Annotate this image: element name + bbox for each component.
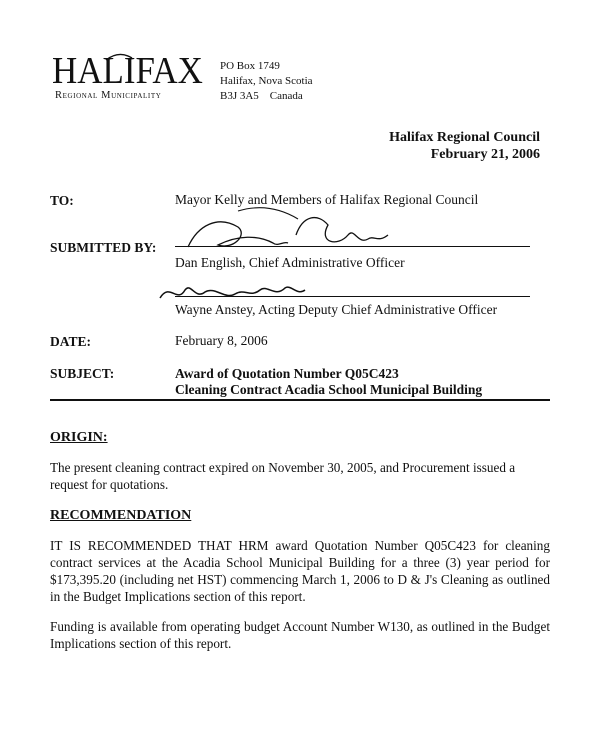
to-label: TO: [50, 193, 74, 208]
signature-dan-english [178, 205, 408, 257]
signature-line-1 [175, 246, 530, 247]
submitted-by-label: SUBMITTED BY: [50, 240, 157, 255]
council-heading: Halifax Regional Council [389, 130, 540, 145]
header-divider [50, 399, 550, 401]
origin-heading: ORIGIN: [50, 430, 108, 445]
date-label: DATE: [50, 334, 92, 349]
to-value: Mayor Kelly and Members of Halifax Regional Council [175, 192, 479, 207]
address-line-3: B3J 3A5 Canada [220, 90, 303, 102]
submitter-1: Dan English, Chief Administrative Officer [175, 255, 405, 270]
address-line-1: PO Box 1749 [220, 60, 280, 72]
report-date: February 21, 2006 [430, 147, 540, 162]
origin-text: The present cleaning contract expired on November 30, 2005, and Procurement issued a request for quotations. [50, 460, 516, 492]
subject-line-1: Award of Quotation Number Q05C423 [175, 366, 399, 381]
subject-label: SUBJECT: [50, 366, 115, 381]
subject-line-2: Cleaning Contract Acadia School Municipal Building [175, 382, 483, 397]
signature-line-2 [175, 296, 530, 297]
logo-wordmark: HALIFAX [52, 50, 203, 92]
logo-flourish-icon [104, 52, 134, 62]
address-line-2: Halifax, Nova Scotia [220, 75, 313, 87]
submitter-2: Wayne Anstey, Acting Deputy Chief Administrative Officer [175, 302, 498, 317]
recommendation-heading: RECOMMENDATION [50, 508, 192, 523]
recommendation-paragraph-2: Funding is available from operating budget Account Number W130, as outlined in the Budget Implications section of this report. [50, 619, 550, 651]
logo-subtitle: Regional Municipality [55, 90, 162, 101]
date-value: February 8, 2006 [175, 333, 268, 348]
recommendation-paragraph-1: IT IS RECOMMENDED THAT HRM award Quotation Number Q05C423 for cleaning contract services at the Acadia School Municipal Building for a three (3) year period for $173,395.20 (including net HST) commencing March 1, 2006 to D & J's Cleaning as outlined in the Budget Implications section of this report. [50, 538, 550, 604]
